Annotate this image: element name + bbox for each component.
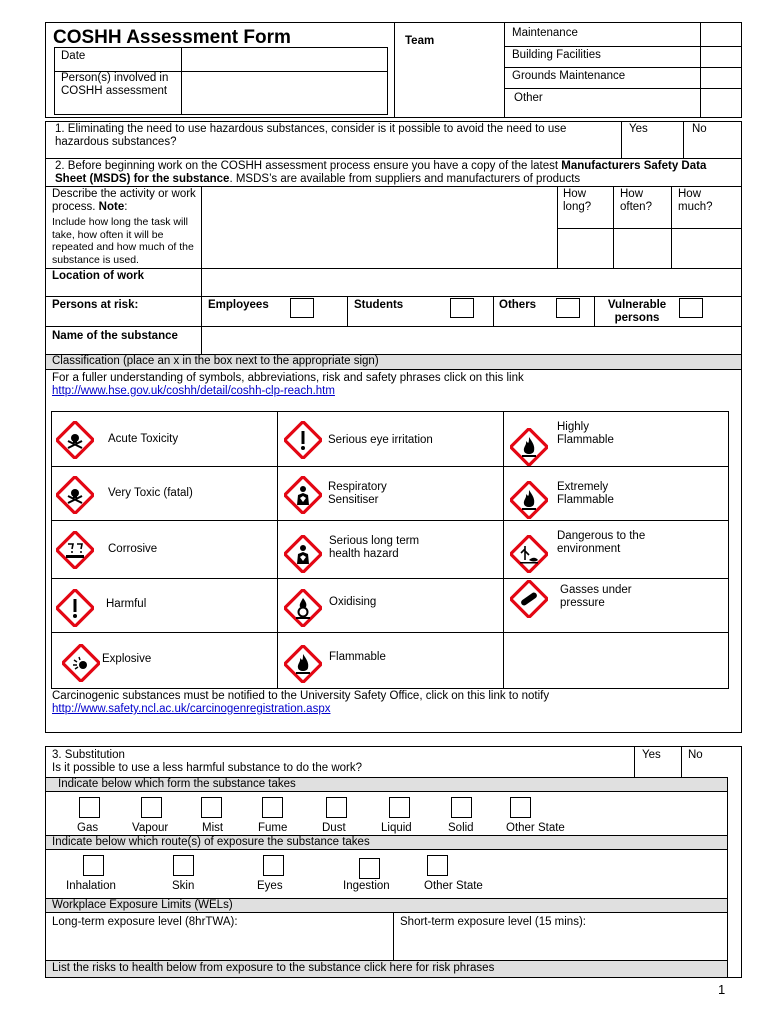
route-skin-checkbox[interactable]: [173, 855, 194, 876]
hazard-flammable: Flammable: [329, 651, 386, 663]
vulnerable-checkbox[interactable]: [679, 298, 703, 318]
corrosive-icon: [56, 531, 94, 569]
route-inhalation-label: Inhalation: [66, 880, 116, 892]
team-label: Team: [405, 35, 435, 47]
q1-yes-option[interactable]: Yes: [629, 123, 648, 135]
form-vapour-checkbox[interactable]: [141, 797, 162, 818]
flame-icon: [510, 481, 548, 519]
team-option-other[interactable]: Other: [514, 92, 543, 104]
hazard-extremely-flammable: Extremely Flammable: [557, 481, 614, 506]
location-field[interactable]: [203, 270, 740, 294]
employees-label: Employees: [208, 299, 269, 311]
form-fume-checkbox[interactable]: [262, 797, 283, 818]
vulnerable-label: Vulnerable persons: [607, 299, 667, 324]
form-solid-checkbox[interactable]: [451, 797, 472, 818]
hazard-harmful: Harmful: [106, 598, 147, 610]
long-term-field[interactable]: [50, 930, 390, 958]
activity-label: Describe the activity or work process. Note:: [52, 188, 196, 213]
how-much-label: How much?: [678, 188, 713, 213]
hazard-gasses-under-pressure: Gasses under pressure: [560, 584, 632, 609]
others-checkbox[interactable]: [556, 298, 580, 318]
date-field[interactable]: [183, 49, 386, 70]
activity-field[interactable]: [203, 188, 555, 266]
persons-involved-label: Person(s) involved in COSHH assessment: [61, 72, 169, 97]
location-label: Location of work: [52, 270, 144, 282]
route-ingestion-label: Ingestion: [343, 880, 390, 892]
flame-icon: [284, 645, 322, 683]
q1-no-option[interactable]: No: [692, 123, 707, 135]
form-fume-label: Fume: [258, 822, 288, 834]
form-gas-label: Gas: [77, 822, 99, 834]
q3-no-option[interactable]: No: [688, 749, 703, 761]
explosive-icon: [62, 644, 100, 682]
flame-icon: [510, 428, 548, 466]
form-other-checkbox[interactable]: [510, 797, 531, 818]
classification-header-text: Classification (place an x in the box next to the appropriate sign): [52, 355, 379, 367]
exclamation-icon: [284, 421, 322, 459]
form-other-label: Other State: [506, 822, 565, 834]
route-eyes-checkbox[interactable]: [263, 855, 284, 876]
route-eyes-label: Eyes: [257, 880, 283, 892]
form-dust-label: Dust: [322, 822, 346, 834]
substance-field[interactable]: [203, 328, 740, 352]
oxidising-icon: [284, 589, 322, 627]
persons-at-risk-label: Persons at risk:: [52, 299, 139, 311]
hazard-corrosive: Corrosive: [108, 543, 158, 555]
carcinogen-registration-link[interactable]: http://www.safety.ncl.ac.uk/carcinogenregistration.aspx: [52, 703, 331, 715]
substance-label: Name of the substance: [52, 330, 178, 342]
q3-title: 3. Substitution: [52, 749, 125, 761]
long-term-label: Long-term exposure level (8hrTWA):: [52, 916, 238, 928]
hazard-serious-eye-irritation: Serious eye irritation: [328, 434, 433, 446]
how-long-field[interactable]: [559, 230, 611, 266]
others-label: Others: [499, 299, 537, 311]
short-term-label: Short-term exposure level (15 mins):: [400, 916, 586, 928]
how-much-field[interactable]: [673, 230, 740, 266]
team-option-building-facilities[interactable]: Building Facilities: [512, 49, 601, 61]
persons-involved-field[interactable]: [183, 73, 386, 113]
route-header-text: Indicate below which route(s) of exposure the substance takes: [52, 836, 370, 848]
team-option-grounds-maintenance[interactable]: Grounds Maintenance: [512, 70, 626, 82]
how-often-label: How often?: [620, 188, 652, 213]
hazard-very-toxic: Very Toxic (fatal): [108, 487, 193, 499]
hazard-oxidising: Oxidising: [329, 596, 377, 608]
form-mist-checkbox[interactable]: [201, 797, 222, 818]
hazard-serious-long-term: Serious long term health hazard: [329, 535, 420, 560]
q3-yes-option[interactable]: Yes: [642, 749, 661, 761]
short-term-field[interactable]: [397, 930, 724, 958]
gas-cylinder-icon: [510, 580, 548, 618]
wel-header-text: Workplace Exposure Limits (WELs): [52, 899, 233, 911]
how-long-label: How long?: [563, 188, 592, 213]
q3-question: Is it possible to use a less harmful substance to do the work?: [52, 762, 363, 774]
form-solid-label: Solid: [448, 822, 474, 834]
form-vapour-label: Vapour: [132, 822, 169, 834]
health-hazard-icon: [284, 535, 322, 573]
form-dust-checkbox[interactable]: [326, 797, 347, 818]
form-liquid-checkbox[interactable]: [389, 797, 410, 818]
hazard-explosive: Explosive: [102, 653, 152, 665]
form-liquid-label: Liquid: [381, 822, 412, 834]
route-other-checkbox[interactable]: [427, 855, 448, 876]
form-header-text: Indicate below which form the substance takes: [58, 778, 296, 790]
health-hazard-icon: [284, 476, 322, 514]
students-label: Students: [354, 299, 404, 311]
q2-text: 2. Before beginning work on the COSHH assessment process ensure you have a copy of the latest Manufacturers Safety Data Sheet (MSDS) for the substance. MSDS’s are available from suppliers and manufacturers of products: [55, 160, 707, 185]
hazard-dangerous-environment: Dangerous to the environment: [557, 530, 646, 555]
page-title: COSHH Assessment Form: [53, 27, 291, 48]
form-mist-label: Mist: [202, 822, 224, 834]
hazard-highly-flammable: Highly Flammable: [557, 421, 614, 446]
hazard-respiratory-sensitiser: Respiratory Sensitiser: [328, 481, 387, 506]
classification-intro: For a fuller understanding of symbols, abbreviations, risk and safety phrases click on this link: [52, 372, 524, 384]
exclamation-icon: [56, 589, 94, 627]
route-other-label: Other State: [424, 880, 483, 892]
q1-text: 1. Eliminating the need to use hazardous substances, consider is it possible to avoid the need to use hazardous substances?: [55, 123, 567, 148]
skull-crossbones-icon: [56, 421, 94, 459]
page-number: 1: [718, 982, 726, 997]
skull-crossbones-icon: [56, 476, 94, 514]
team-option-maintenance[interactable]: Maintenance: [512, 27, 578, 39]
carcinogenic-text: Carcinogenic substances must be notified to the University Safety Office, click on this link to notify: [52, 690, 550, 702]
route-ingestion-checkbox[interactable]: [359, 858, 380, 879]
employees-checkbox[interactable]: [290, 298, 314, 318]
date-label: Date: [61, 50, 86, 62]
activity-note: Include how long the task will take, how often it will be repeated and how much of the substance is used.: [52, 216, 194, 266]
route-inhalation-checkbox[interactable]: [83, 855, 104, 876]
route-skin-label: Skin: [172, 880, 195, 892]
how-often-field[interactable]: [615, 230, 669, 266]
risks-text[interactable]: List the risks to health below from exposure to the substance click here for risk phrases: [52, 962, 495, 974]
environment-icon: [510, 535, 548, 573]
students-checkbox[interactable]: [450, 298, 474, 318]
hazard-acute-toxicity: Acute Toxicity: [108, 433, 179, 445]
form-gas-checkbox[interactable]: [79, 797, 100, 818]
hse-link[interactable]: http://www.hse.gov.uk/coshh/detail/coshh-clp-reach.htm: [52, 385, 335, 397]
